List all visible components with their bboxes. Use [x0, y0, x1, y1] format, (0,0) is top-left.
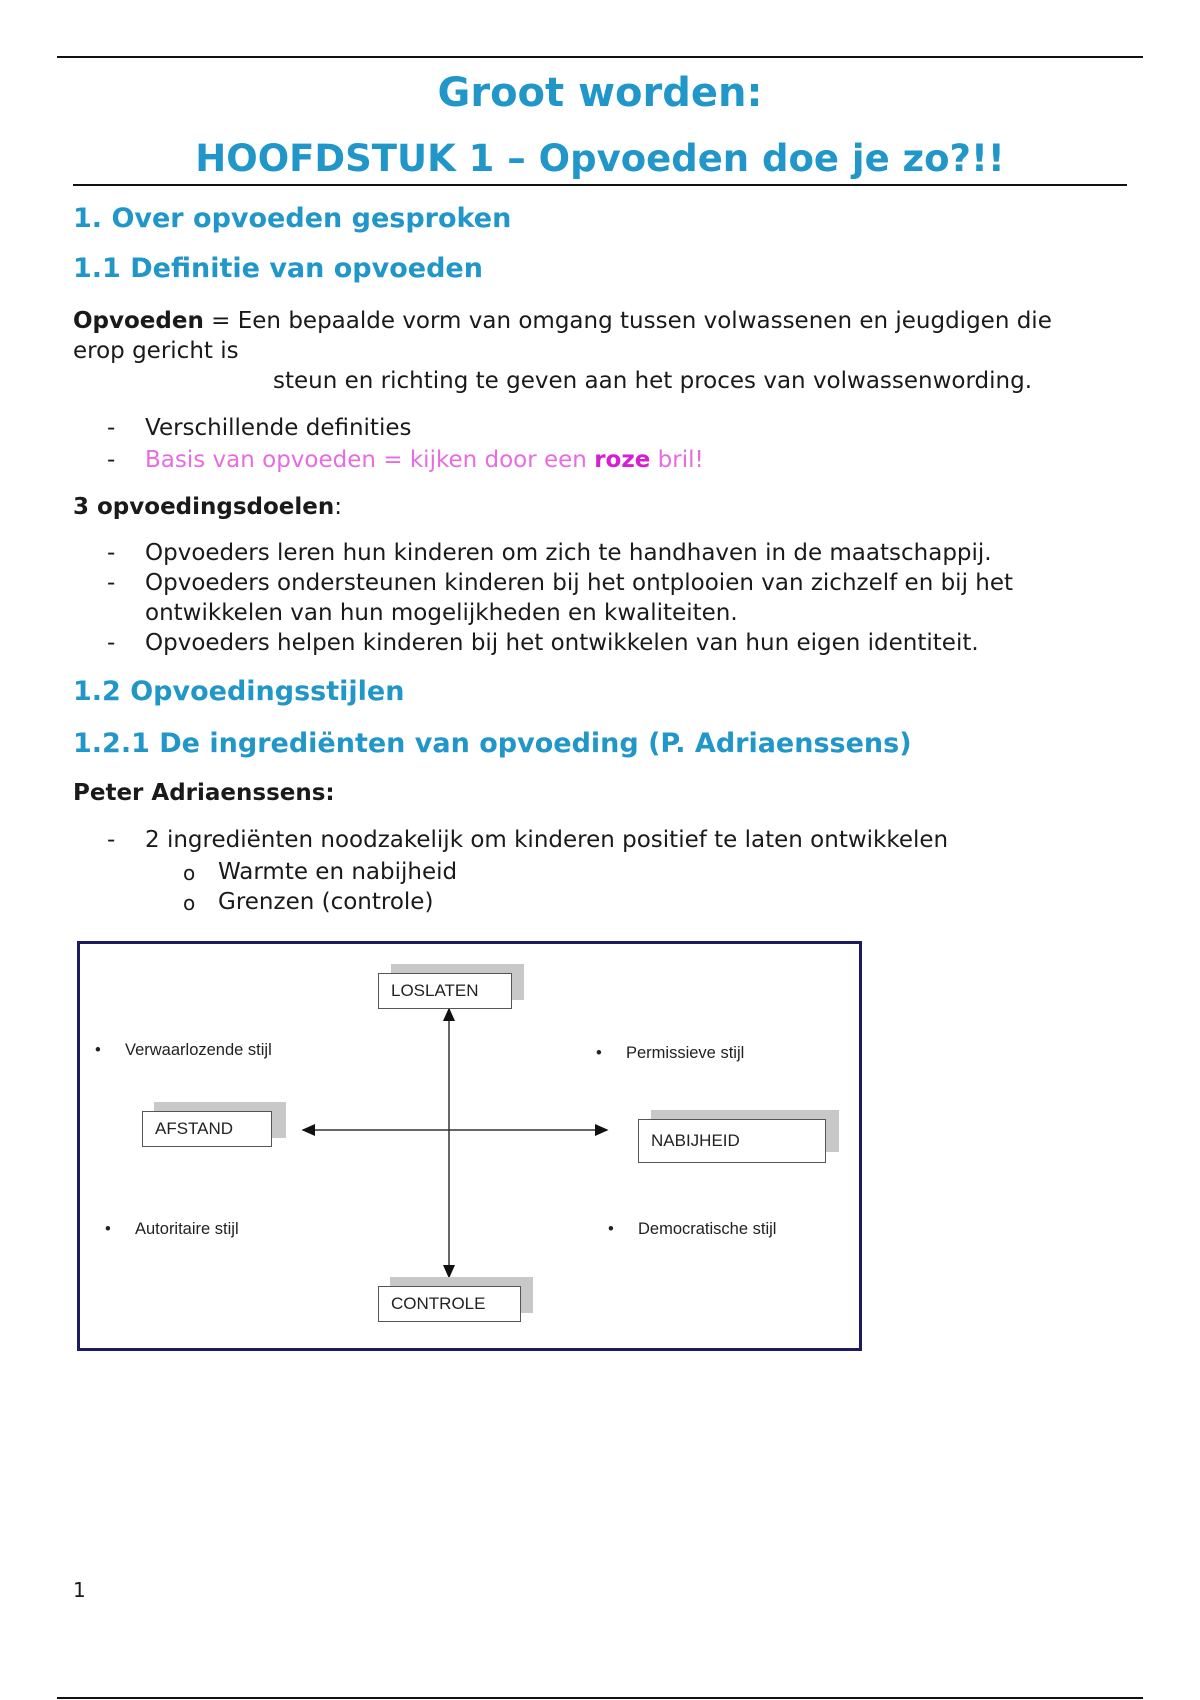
- goal-item-2: Opvoeders ondersteunen kinderen bij het ontplooien van zichzelf en bij het: [145, 570, 1014, 596]
- basis-text-end: bril!: [650, 447, 704, 473]
- bullet-item-definitions: Verschillende definities: [145, 415, 412, 441]
- definition-line2: erop gericht is: [73, 338, 239, 364]
- style-democratic: • Democratische stijl: [638, 1220, 776, 1239]
- bullet-dash: -: [107, 540, 116, 566]
- goal-item-2-cont: ontwikkelen van hun mogelijkheden en kwaliteiten.: [145, 600, 738, 626]
- section-heading-1-2: 1.2 Opvoedingsstijlen: [73, 676, 405, 707]
- sub-item-limits: Grenzen (controle): [218, 889, 434, 915]
- peter-item: 2 ingrediënten noodzakelijk om kinderen positief te laten ontwikkelen: [145, 827, 949, 853]
- goals-colon: :: [334, 494, 343, 520]
- bullet-dash: -: [107, 630, 116, 656]
- box-controle: CONTROLE: [378, 1286, 521, 1322]
- section-heading-1-1: 1.1 Definitie van opvoeden: [73, 253, 483, 284]
- bullet-dash: -: [107, 415, 116, 441]
- style-authoritarian: • Autoritaire stijl: [135, 1220, 239, 1239]
- bullet-item-basis: [145, 445, 1085, 475]
- box-loslaten: LOSLATEN: [378, 973, 512, 1009]
- bullet-dash: -: [107, 827, 116, 853]
- goals-heading: [73, 492, 342, 522]
- bullet-dash: -: [107, 447, 116, 473]
- definition-paragraph: [73, 306, 1133, 336]
- sub-item-warmth: Warmte en nabijheid: [218, 859, 458, 885]
- style-permissive: • Permissieve stijl: [626, 1044, 744, 1063]
- sub-bullet-marker: o: [183, 861, 196, 885]
- box-afstand: AFSTAND: [142, 1111, 272, 1147]
- bullet-dash: -: [107, 570, 116, 596]
- sub-bullet-marker: o: [183, 891, 196, 915]
- definition-term: Opvoeden: [73, 308, 204, 334]
- peter-heading-text: Peter Adriaenssens:: [73, 780, 335, 806]
- section-heading-1-2-1: 1.2.1 De ingrediënten van opvoeding (P. Adriaenssens): [73, 728, 912, 759]
- page-number: 1: [73, 1578, 86, 1602]
- section-heading-1: 1. Over opvoeden gesproken: [73, 203, 512, 234]
- chapter-title: HOOFDSTUK 1 – Opvoeden doe je zo?!!: [195, 137, 1005, 180]
- top-rule: [57, 56, 1143, 58]
- box-nabijheid: NABIJHEID: [638, 1119, 826, 1163]
- basis-bold: roze: [594, 447, 651, 473]
- goal-item-1: Opvoeders leren hun kinderen om zich te handhaven in de maatschappij.: [145, 540, 992, 566]
- document-title: Groot worden:: [437, 70, 763, 116]
- peter-heading: [73, 778, 335, 808]
- goals-heading-text: 3 opvoedingsdoelen: [73, 494, 335, 520]
- title-underline: [73, 184, 1127, 186]
- parenting-styles-diagram: [77, 941, 862, 1351]
- bottom-rule: [57, 1697, 1143, 1699]
- definition-line3: steun en richting te geven aan het proces van volwassenwording.: [273, 368, 1033, 394]
- basis-text: Basis van opvoeden = kijken door een: [145, 447, 595, 473]
- definition-text: = Een bepaalde vorm van omgang tussen volwassenen en jeugdigen die: [203, 308, 1052, 334]
- style-neglectful: • Verwaarlozende stijl: [125, 1041, 272, 1060]
- goal-item-3: Opvoeders helpen kinderen bij het ontwikkelen van hun eigen identiteit.: [145, 630, 979, 656]
